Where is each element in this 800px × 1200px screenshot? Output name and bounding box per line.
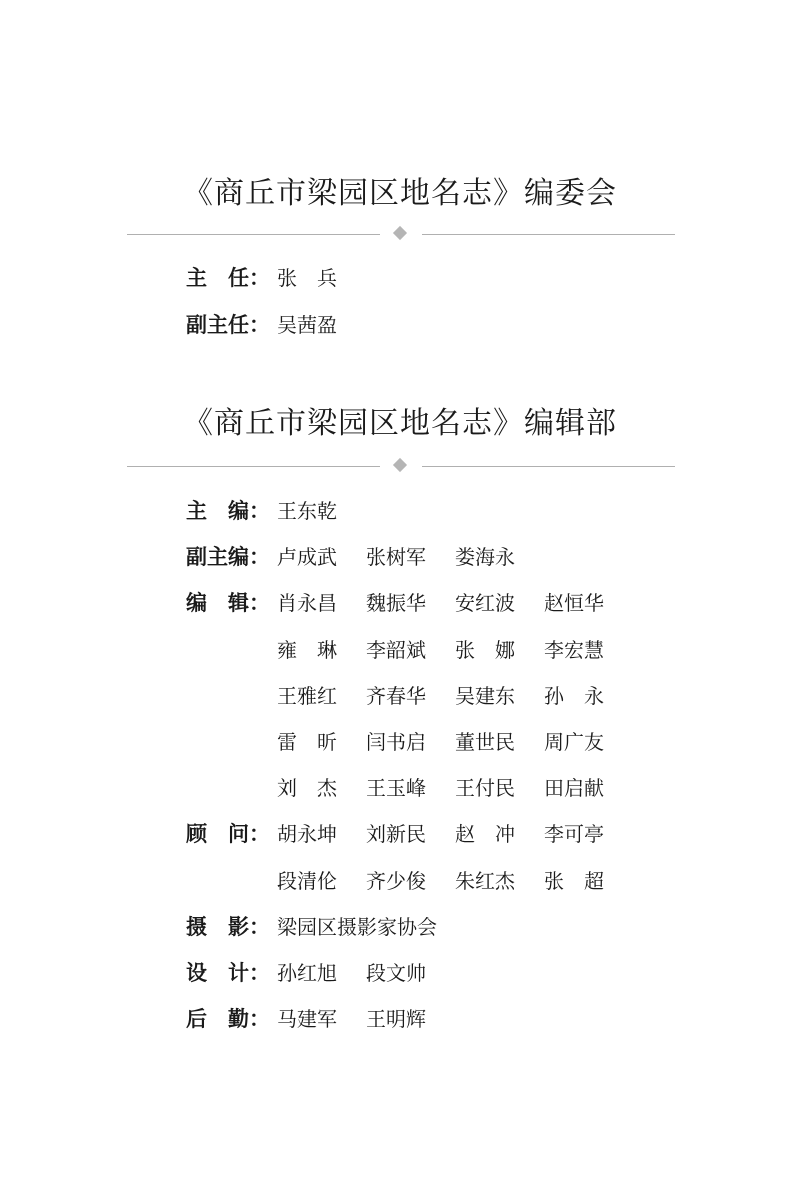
member-name: 李韶斌 [366, 638, 426, 662]
member-name: 朱红杰 [455, 869, 515, 893]
member-name: 段文帅 [366, 961, 426, 985]
section-divider [127, 227, 675, 241]
member-name: 李可亭 [544, 822, 604, 846]
divider-line [422, 466, 675, 467]
member-name: 肖永昌 [277, 591, 337, 615]
member-name: 赵恒华 [544, 591, 604, 615]
member-name: 张 超 [544, 869, 604, 893]
role-label: 主 任： [186, 266, 270, 290]
role-label: 编 辑： [186, 591, 270, 615]
member-name: 吴建东 [455, 684, 515, 708]
member-name: 卢成武 [277, 545, 337, 569]
member-name: 吴茜盈 [277, 313, 337, 337]
member-name: 李宏慧 [544, 638, 604, 662]
member-name: 齐春华 [366, 684, 426, 708]
member-name: 赵 冲 [455, 822, 515, 846]
member-name: 王东乾 [277, 499, 337, 523]
member-name: 张 兵 [277, 266, 337, 290]
member-name: 孙红旭 [277, 961, 337, 985]
member-name: 刘 杰 [277, 776, 337, 800]
member-name: 田启献 [544, 776, 604, 800]
diamond-icon [393, 226, 407, 240]
member-name: 娄海永 [455, 545, 515, 569]
committee-title: 《商丘市梁园区地名志》编委会 [183, 176, 617, 211]
divider-line [422, 234, 675, 235]
role-label: 设 计： [186, 961, 270, 985]
role-label: 副主任： [186, 313, 270, 337]
member-name: 王付民 [455, 776, 515, 800]
member-name: 张树军 [366, 545, 426, 569]
member-name: 王雅红 [277, 684, 337, 708]
member-name: 王明辉 [366, 1007, 426, 1031]
member-name: 张 娜 [455, 638, 515, 662]
member-name: 马建军 [277, 1007, 337, 1031]
section-divider [127, 459, 675, 473]
role-label: 后 勤： [186, 1007, 270, 1031]
member-name: 孙 永 [544, 684, 604, 708]
member-name: 梁园区摄影家协会 [277, 915, 437, 939]
member-name: 安红波 [455, 591, 515, 615]
member-name: 胡永坤 [277, 822, 337, 846]
role-label: 摄 影： [186, 915, 270, 939]
divider-line [127, 466, 380, 467]
member-name: 魏振华 [366, 591, 426, 615]
divider-line [127, 234, 380, 235]
member-name: 董世民 [455, 730, 515, 754]
member-name: 闫书启 [366, 730, 426, 754]
role-label: 主 编： [186, 499, 270, 523]
editorial-title: 《商丘市梁园区地名志》编辑部 [183, 406, 617, 441]
member-name: 雍 琳 [277, 638, 337, 662]
member-name: 齐少俊 [366, 869, 426, 893]
role-label: 顾 问： [186, 822, 270, 846]
role-label: 副主编： [186, 545, 270, 569]
member-name: 段清伦 [277, 869, 337, 893]
member-name: 刘新民 [366, 822, 426, 846]
member-name: 周广友 [544, 730, 604, 754]
diamond-icon [393, 458, 407, 472]
member-name: 雷 昕 [277, 730, 337, 754]
member-name: 王玉峰 [366, 776, 426, 800]
